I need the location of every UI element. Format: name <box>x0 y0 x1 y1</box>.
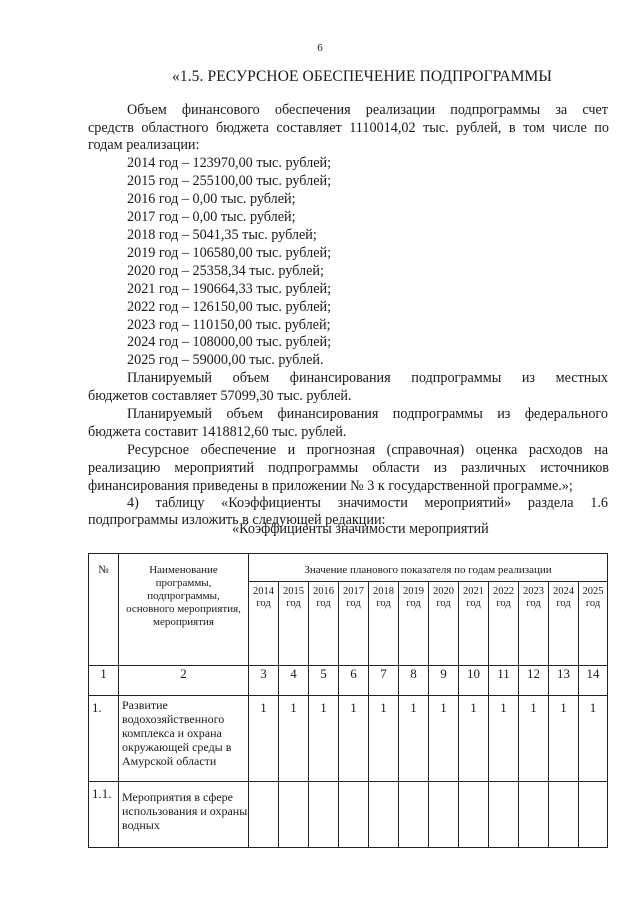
year-header: 2024 год <box>549 582 579 666</box>
row-value: 1 <box>549 696 579 782</box>
row-value <box>519 782 549 848</box>
col-header-values: Значение планового показателя по годам реализации <box>249 554 608 582</box>
year-header: 2015 год <box>279 582 309 666</box>
row-value <box>459 782 489 848</box>
intro-line-2: средств областного бюджета составляет 1110014,02 тыс. рублей, в том числе по <box>88 120 609 136</box>
year-header: 2018 год <box>369 582 399 666</box>
funding-year-2025: 2025 год – 59000,00 тыс. рублей. <box>127 352 324 368</box>
column-number: 11 <box>489 666 519 696</box>
year-header: 2014 год <box>249 582 279 666</box>
year-header: 2022 год <box>489 582 519 666</box>
row-value: 1 <box>399 696 429 782</box>
column-number: 12 <box>519 666 549 696</box>
resource-line-2: реализацию мероприятий подпрограммы области из различных источников <box>88 460 609 476</box>
row-value <box>339 782 369 848</box>
row-value: 1 <box>489 696 519 782</box>
row-value <box>399 782 429 848</box>
column-number: 5 <box>309 666 339 696</box>
local-budget-line-2: бюджетов составляет 57099,30 тыс. рублей. <box>88 388 352 404</box>
year-header: 2023 год <box>519 582 549 666</box>
federal-budget-line-2: бюджета составит 1418812,60 тыс. рублей. <box>88 424 347 440</box>
row-value: 1 <box>429 696 459 782</box>
column-number: 9 <box>429 666 459 696</box>
year-header: 2025 год <box>579 582 608 666</box>
row-value: 1 <box>279 696 309 782</box>
column-number: 7 <box>369 666 399 696</box>
funding-year-2018: 2018 год – 5041,35 тыс. рублей; <box>127 227 317 243</box>
resource-line-1: Ресурсное обеспечение и прогнозная (справочная) оценка расходов на <box>127 442 608 458</box>
funding-year-2015: 2015 год – 255100,00 тыс. рублей; <box>127 173 332 189</box>
column-number: 8 <box>399 666 429 696</box>
row-value <box>279 782 309 848</box>
local-budget-line-1: Планируемый объем финансирования подпрограммы из местных <box>127 370 608 386</box>
funding-year-2014: 2014 год – 123970,00 тыс. рублей; <box>127 155 332 171</box>
funding-year-2021: 2021 год – 190664,33 тыс. рублей; <box>127 281 332 297</box>
intro-line-3: годам реализации: <box>88 137 200 153</box>
row-value <box>369 782 399 848</box>
item4-line-1: 4) таблицу «Коэффициенты значимости мероприятий» раздела 1.6 <box>127 495 608 511</box>
table-row <box>89 696 608 782</box>
year-header: 2017 год <box>339 582 369 666</box>
column-number: 4 <box>279 666 309 696</box>
row-value <box>249 782 279 848</box>
row-value <box>429 782 459 848</box>
row-value <box>309 782 339 848</box>
row-value: 1 <box>369 696 399 782</box>
row-value: 1 <box>249 696 279 782</box>
intro-line-1: Объем финансового обеспечения реализации подпрограммы за счет <box>127 102 608 118</box>
funding-year-2019: 2019 год – 106580,00 тыс. рублей; <box>127 245 332 261</box>
funding-year-2023: 2023 год – 110150,00 тыс. рублей; <box>127 317 331 333</box>
column-number: 10 <box>459 666 489 696</box>
column-number: 2 <box>119 666 249 696</box>
year-header: 2016 год <box>309 582 339 666</box>
row-number: 1. <box>89 696 119 782</box>
row-value <box>579 782 608 848</box>
funding-year-2024: 2024 год – 108000,00 тыс. рублей; <box>127 334 332 350</box>
funding-year-2016: 2016 год – 0,00 тыс. рублей; <box>127 191 296 207</box>
funding-year-2020: 2020 год – 25358,34 тыс. рублей; <box>127 263 324 279</box>
funding-year-2022: 2022 год – 126150,00 тыс. рублей; <box>127 299 332 315</box>
row-value: 1 <box>339 696 369 782</box>
table-title: «Коэффициенты значимости мероприятий <box>232 521 489 537</box>
column-number: 13 <box>549 666 579 696</box>
column-numbers-row <box>89 666 608 696</box>
coefficients-table <box>88 553 608 848</box>
year-header: 2019 год <box>399 582 429 666</box>
year-header: 2020 год <box>429 582 459 666</box>
column-number: 3 <box>249 666 279 696</box>
funding-year-2017: 2017 год – 0,00 тыс. рублей; <box>127 209 296 225</box>
row-value <box>549 782 579 848</box>
row-name: Мероприятия в сфере использования и охраны водных <box>119 782 249 848</box>
item4-line-2: подпрограммы изложить в следующей редакции: <box>88 512 386 528</box>
page-number: 6 <box>317 42 323 54</box>
row-value: 1 <box>459 696 489 782</box>
table-row <box>89 782 608 848</box>
column-number: 1 <box>89 666 119 696</box>
row-value: 1 <box>309 696 339 782</box>
column-number: 14 <box>579 666 608 696</box>
row-value <box>489 782 519 848</box>
row-name: Развитие водохозяйственного комплекса и охрана окружающей среды в Амурской области <box>119 696 249 782</box>
row-number: 1.1. <box>89 782 119 848</box>
resource-line-3: финансирования приведены в приложении № 3 к государственной программе.»; <box>88 478 573 494</box>
row-value: 1 <box>579 696 608 782</box>
col-header-no: № <box>89 554 119 666</box>
column-number: 6 <box>339 666 369 696</box>
col-header-name: Наименование программы, подпрограммы, основного мероприятия, мероприятия <box>119 554 249 666</box>
section-heading: «1.5. РЕСУРСНОЕ ОБЕСПЕЧЕНИЕ ПОДПРОГРАММЫ <box>172 68 553 85</box>
row-value: 1 <box>519 696 549 782</box>
year-header: 2021 год <box>459 582 489 666</box>
federal-budget-line-1: Планируемый объем финансирования подпрограммы из федерального <box>127 406 608 422</box>
